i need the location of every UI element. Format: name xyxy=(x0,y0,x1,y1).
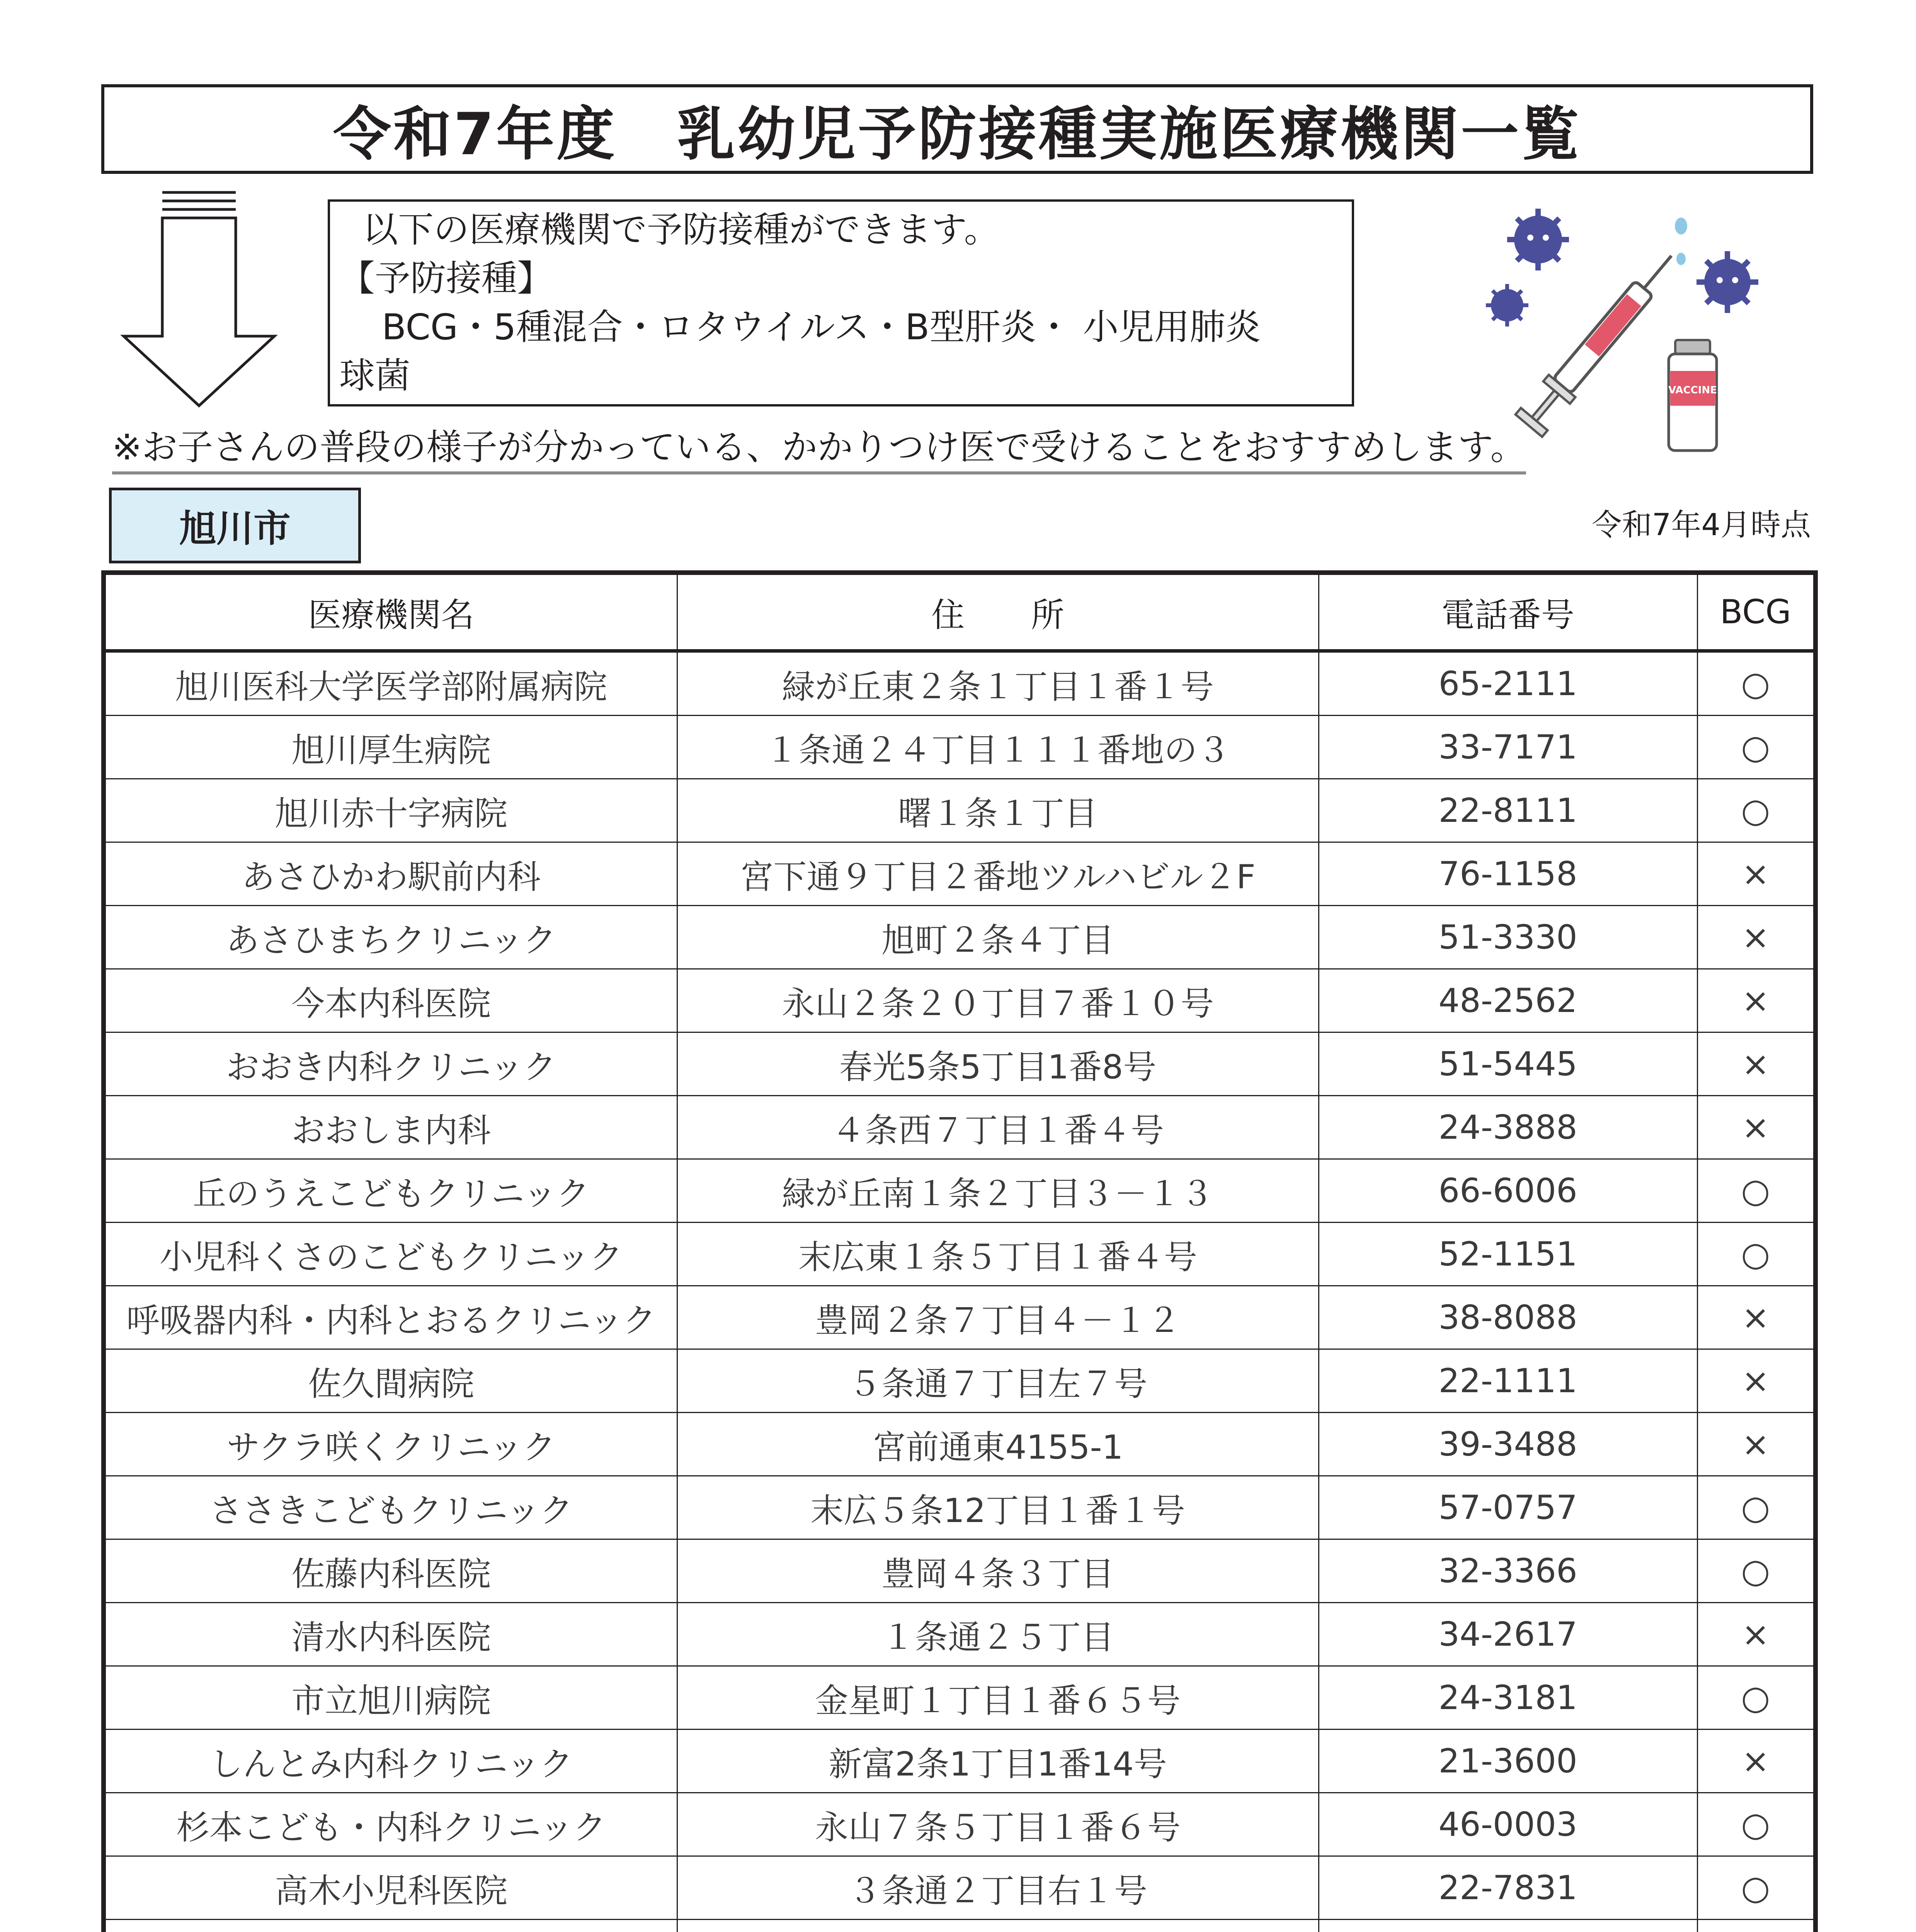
clinic-phone: 52-1151 xyxy=(1319,1223,1697,1286)
clinic-name: 旭川赤十字病院 xyxy=(275,794,508,833)
table-row xyxy=(104,1793,1816,1856)
virus-icon xyxy=(1486,284,1528,327)
table-row xyxy=(104,842,1816,906)
clinic-name: 今本内科医院 xyxy=(291,984,491,1023)
clinic-table xyxy=(101,570,1818,1932)
clinic-name: あさひまちクリニック xyxy=(226,921,556,960)
table-row xyxy=(104,1286,1816,1349)
clinic-phone: 76-1158 xyxy=(1319,842,1697,906)
clinic-phone: 57-0757 xyxy=(1319,1476,1697,1539)
table-row xyxy=(104,1413,1816,1476)
clinic-name-cell xyxy=(104,969,677,1032)
bcg-available-mark: ○ xyxy=(1697,651,1816,716)
clinic-name-cell xyxy=(104,1603,677,1666)
header-address: 住 所 xyxy=(677,573,1319,651)
bcg-unavailable-mark: × xyxy=(1697,906,1816,969)
clinic-phone: 66-6006 xyxy=(1319,1159,1697,1223)
table-row xyxy=(104,779,1816,842)
clinic-phone: 24-3888 xyxy=(1319,1096,1697,1159)
clinic-address: 末広東１条５丁目１番４号 xyxy=(677,1223,1319,1286)
info-vaccine-list: BCG・5種混合・ロタウイルス・B型肝炎・ 小児用肺炎 xyxy=(382,306,1261,348)
bcg-unavailable-mark: × xyxy=(1697,1096,1816,1159)
clinic-name-cell xyxy=(104,779,677,842)
clinic-address: 豊岡２条７丁目４－１２ xyxy=(677,1286,1319,1349)
clinic-name: 佐藤内科医院 xyxy=(291,1554,491,1594)
clinic-name-cell xyxy=(104,1730,677,1793)
clinic-name-cell xyxy=(104,1223,677,1286)
clinic-name-cell xyxy=(104,1349,677,1413)
table-row xyxy=(104,1666,1816,1730)
clinic-address: 旭町２条４丁目 xyxy=(677,906,1319,969)
clinic-name-cell xyxy=(104,716,677,779)
clinic-name: おおしま内科 xyxy=(291,1111,491,1150)
clinic-address: 緑が丘南１条２丁目３－１３ xyxy=(677,1159,1319,1223)
bcg-available-mark: ○ xyxy=(1697,1476,1816,1539)
virus-icon xyxy=(1696,251,1758,313)
clinic-name-cell xyxy=(104,906,677,969)
clinic-name: しんとみ内科クリニック xyxy=(209,1745,573,1784)
table-row xyxy=(104,1032,1816,1096)
clinic-address: 新富2条1丁目1番14号 xyxy=(677,1730,1319,1793)
bcg-available-mark: ○ xyxy=(1697,1793,1816,1856)
vaccine-vial-icon xyxy=(1668,340,1717,451)
info-line: 以下の医療機関で予防接種ができます。 xyxy=(362,209,1000,250)
table-row xyxy=(104,1730,1816,1793)
clinic-phone: 34-2617 xyxy=(1319,1603,1697,1666)
clinic-name: 旭川医科大学医学部附属病院 xyxy=(175,667,607,706)
clinic-address: 永山７条５丁目１番６号 xyxy=(677,1793,1319,1856)
clinic-name-cell xyxy=(104,1286,677,1349)
as-of-date: 令和7年4月時点 xyxy=(1591,508,1811,543)
clinic-address: 春光5条5丁目1番8号 xyxy=(677,1032,1319,1096)
clinic-phone: 22-1111 xyxy=(1319,1349,1697,1413)
clinic-phone: 65-2111 xyxy=(1319,651,1697,716)
clinic-name-cell xyxy=(104,651,677,716)
clinic-name-cell xyxy=(104,1666,677,1730)
table-row xyxy=(104,1096,1816,1159)
table-row xyxy=(104,1603,1816,1666)
header-phone: 電話番号 xyxy=(1319,573,1697,651)
header-name: 医療機関名 xyxy=(104,573,677,651)
info-box xyxy=(328,199,1354,406)
bcg-unavailable-mark xyxy=(1697,1920,1816,1932)
table-row xyxy=(104,1539,1816,1603)
table-row xyxy=(104,906,1816,969)
clinic-address: 曙１条１丁目 xyxy=(677,779,1319,842)
clinic-name: 高木小児科医院 xyxy=(275,1871,508,1910)
clinic-address: １条通２４丁目１１１番地の３ xyxy=(677,716,1319,779)
clinic-name-cell xyxy=(104,1539,677,1603)
bcg-available-mark: ○ xyxy=(1697,1856,1816,1920)
info-vaccine-list-cont: 球菌 xyxy=(339,355,411,396)
clinic-name: 佐久間病院 xyxy=(308,1364,475,1403)
clinic-name-cell xyxy=(104,1413,677,1476)
clinic-phone: 33-7171 xyxy=(1319,716,1697,779)
clinic-name: 清水内科医院 xyxy=(291,1618,491,1657)
clinic-name: ささきこどもクリニック xyxy=(209,1491,573,1530)
bcg-available-mark: ○ xyxy=(1697,1223,1816,1286)
page-title: 令和7年度 乳幼児予防接種実施医療機関一覧 xyxy=(333,101,1582,168)
clinic-address: 金星町１丁目１番６５号 xyxy=(677,1666,1319,1730)
table-row xyxy=(104,651,1816,716)
clinic-address: 宮前通東4155-1 xyxy=(677,1413,1319,1476)
clinic-phone: 21-3600 xyxy=(1319,1730,1697,1793)
bcg-unavailable-mark: × xyxy=(1697,1349,1816,1413)
clinic-phone: 22-7831 xyxy=(1319,1856,1697,1920)
table-row xyxy=(104,1476,1816,1539)
clinic-name: 呼吸器内科・内科とおるクリニック xyxy=(126,1301,656,1340)
clinic-name-cell xyxy=(104,1159,677,1223)
clinic-name: あさひかわ駅前内科 xyxy=(242,857,541,896)
header-bcg: BCG xyxy=(1697,573,1816,651)
clinic-phone: 24-3181 xyxy=(1319,1666,1697,1730)
water-drop-icon xyxy=(1675,218,1687,265)
bcg-available-mark: ○ xyxy=(1697,1159,1816,1223)
clinic-name: 杉本こども・内科クリニック xyxy=(176,1808,606,1847)
bcg-available-mark: ○ xyxy=(1697,1539,1816,1603)
clinic-name-cell xyxy=(104,1856,677,1920)
clinic-phone: 48-2562 xyxy=(1319,969,1697,1032)
clinic-address: 永山２条２０丁目７番１０号 xyxy=(677,969,1319,1032)
vial-label: VACCINE xyxy=(1668,384,1717,396)
virus-icon xyxy=(1507,209,1569,270)
clinic-phone: 32-3366 xyxy=(1319,1539,1697,1603)
clinic-address: 末広５条12丁目１番１号 xyxy=(677,1476,1319,1539)
clinic-address: ３条通２丁目右１号 xyxy=(677,1856,1319,1920)
clinic-address: 宮下通９丁目２番地ツルハビル２F xyxy=(677,842,1319,906)
info-vaccine-heading: 【予防接種】 xyxy=(339,258,553,299)
bcg-unavailable-mark: × xyxy=(1697,1413,1816,1476)
clinic-name: サクラ咲くクリニック xyxy=(226,1428,556,1467)
clinic-address: 豊岡４条３丁目 xyxy=(677,1539,1319,1603)
table-row xyxy=(104,1159,1816,1223)
table-row xyxy=(104,969,1816,1032)
clinic-phone: 22-8111 xyxy=(1319,779,1697,842)
bcg-available-mark: ○ xyxy=(1697,779,1816,842)
vaccine-illustration xyxy=(1480,209,1774,456)
clinic-address xyxy=(677,1920,1319,1932)
clinic-phone: 51-5445 xyxy=(1319,1032,1697,1096)
clinic-name-cell xyxy=(104,1476,677,1539)
clinic-name-cell xyxy=(104,842,677,906)
bcg-unavailable-mark: × xyxy=(1697,1032,1816,1096)
clinic-name: 市立旭川病院 xyxy=(291,1681,491,1720)
clinic-phone: 51-3330 xyxy=(1319,906,1697,969)
city-tag: 旭川市 xyxy=(109,488,361,563)
clinic-name-cell xyxy=(104,1096,677,1159)
recommendation-note: ※お子さんの普段の様子が分かっている、かかりつけ医で受けることをおすすめします。 xyxy=(112,419,1526,474)
clinic-name: 旭川厚生病院 xyxy=(291,731,491,770)
table-row xyxy=(104,1223,1816,1286)
clinic-address: ４条西７丁目１番４号 xyxy=(677,1096,1319,1159)
clinic-name: 小児科くさのこどもクリニック xyxy=(159,1238,623,1277)
bcg-unavailable-mark: × xyxy=(1697,1286,1816,1349)
clinic-name: おおき内科クリニック xyxy=(226,1048,556,1087)
clinic-name-cell xyxy=(104,1032,677,1096)
clinic-name-cell xyxy=(104,1920,677,1932)
table-row xyxy=(104,1349,1816,1413)
clinic-address: 緑が丘東２条１丁目１番１号 xyxy=(677,651,1319,716)
clinic-phone: 38-8088 xyxy=(1319,1286,1697,1349)
clinic-phone: 39-3488 xyxy=(1319,1413,1697,1476)
page-title-box xyxy=(101,84,1813,174)
clinic-phone: 46-0003 xyxy=(1319,1793,1697,1856)
table-row xyxy=(104,1920,1816,1932)
bcg-unavailable-mark: × xyxy=(1697,969,1816,1032)
bcg-available-mark: ○ xyxy=(1697,1666,1816,1730)
clinic-name: 丘のうえこどもクリニック xyxy=(192,1174,590,1213)
bcg-unavailable-mark: × xyxy=(1697,1603,1816,1666)
clinic-name-cell xyxy=(104,1793,677,1856)
clinic-address: １条通２５丁目 xyxy=(677,1603,1319,1666)
table-row xyxy=(104,716,1816,779)
syringe-icon xyxy=(1516,245,1685,437)
bcg-available-mark: ○ xyxy=(1697,716,1816,779)
bcg-unavailable-mark: × xyxy=(1697,842,1816,906)
bcg-unavailable-mark: × xyxy=(1697,1730,1816,1793)
table-header-row xyxy=(104,573,1816,651)
table-row xyxy=(104,1856,1816,1920)
clinic-phone xyxy=(1319,1920,1697,1932)
clinic-address: ５条通７丁目左７号 xyxy=(677,1349,1319,1413)
down-arrow-icon xyxy=(116,189,282,413)
